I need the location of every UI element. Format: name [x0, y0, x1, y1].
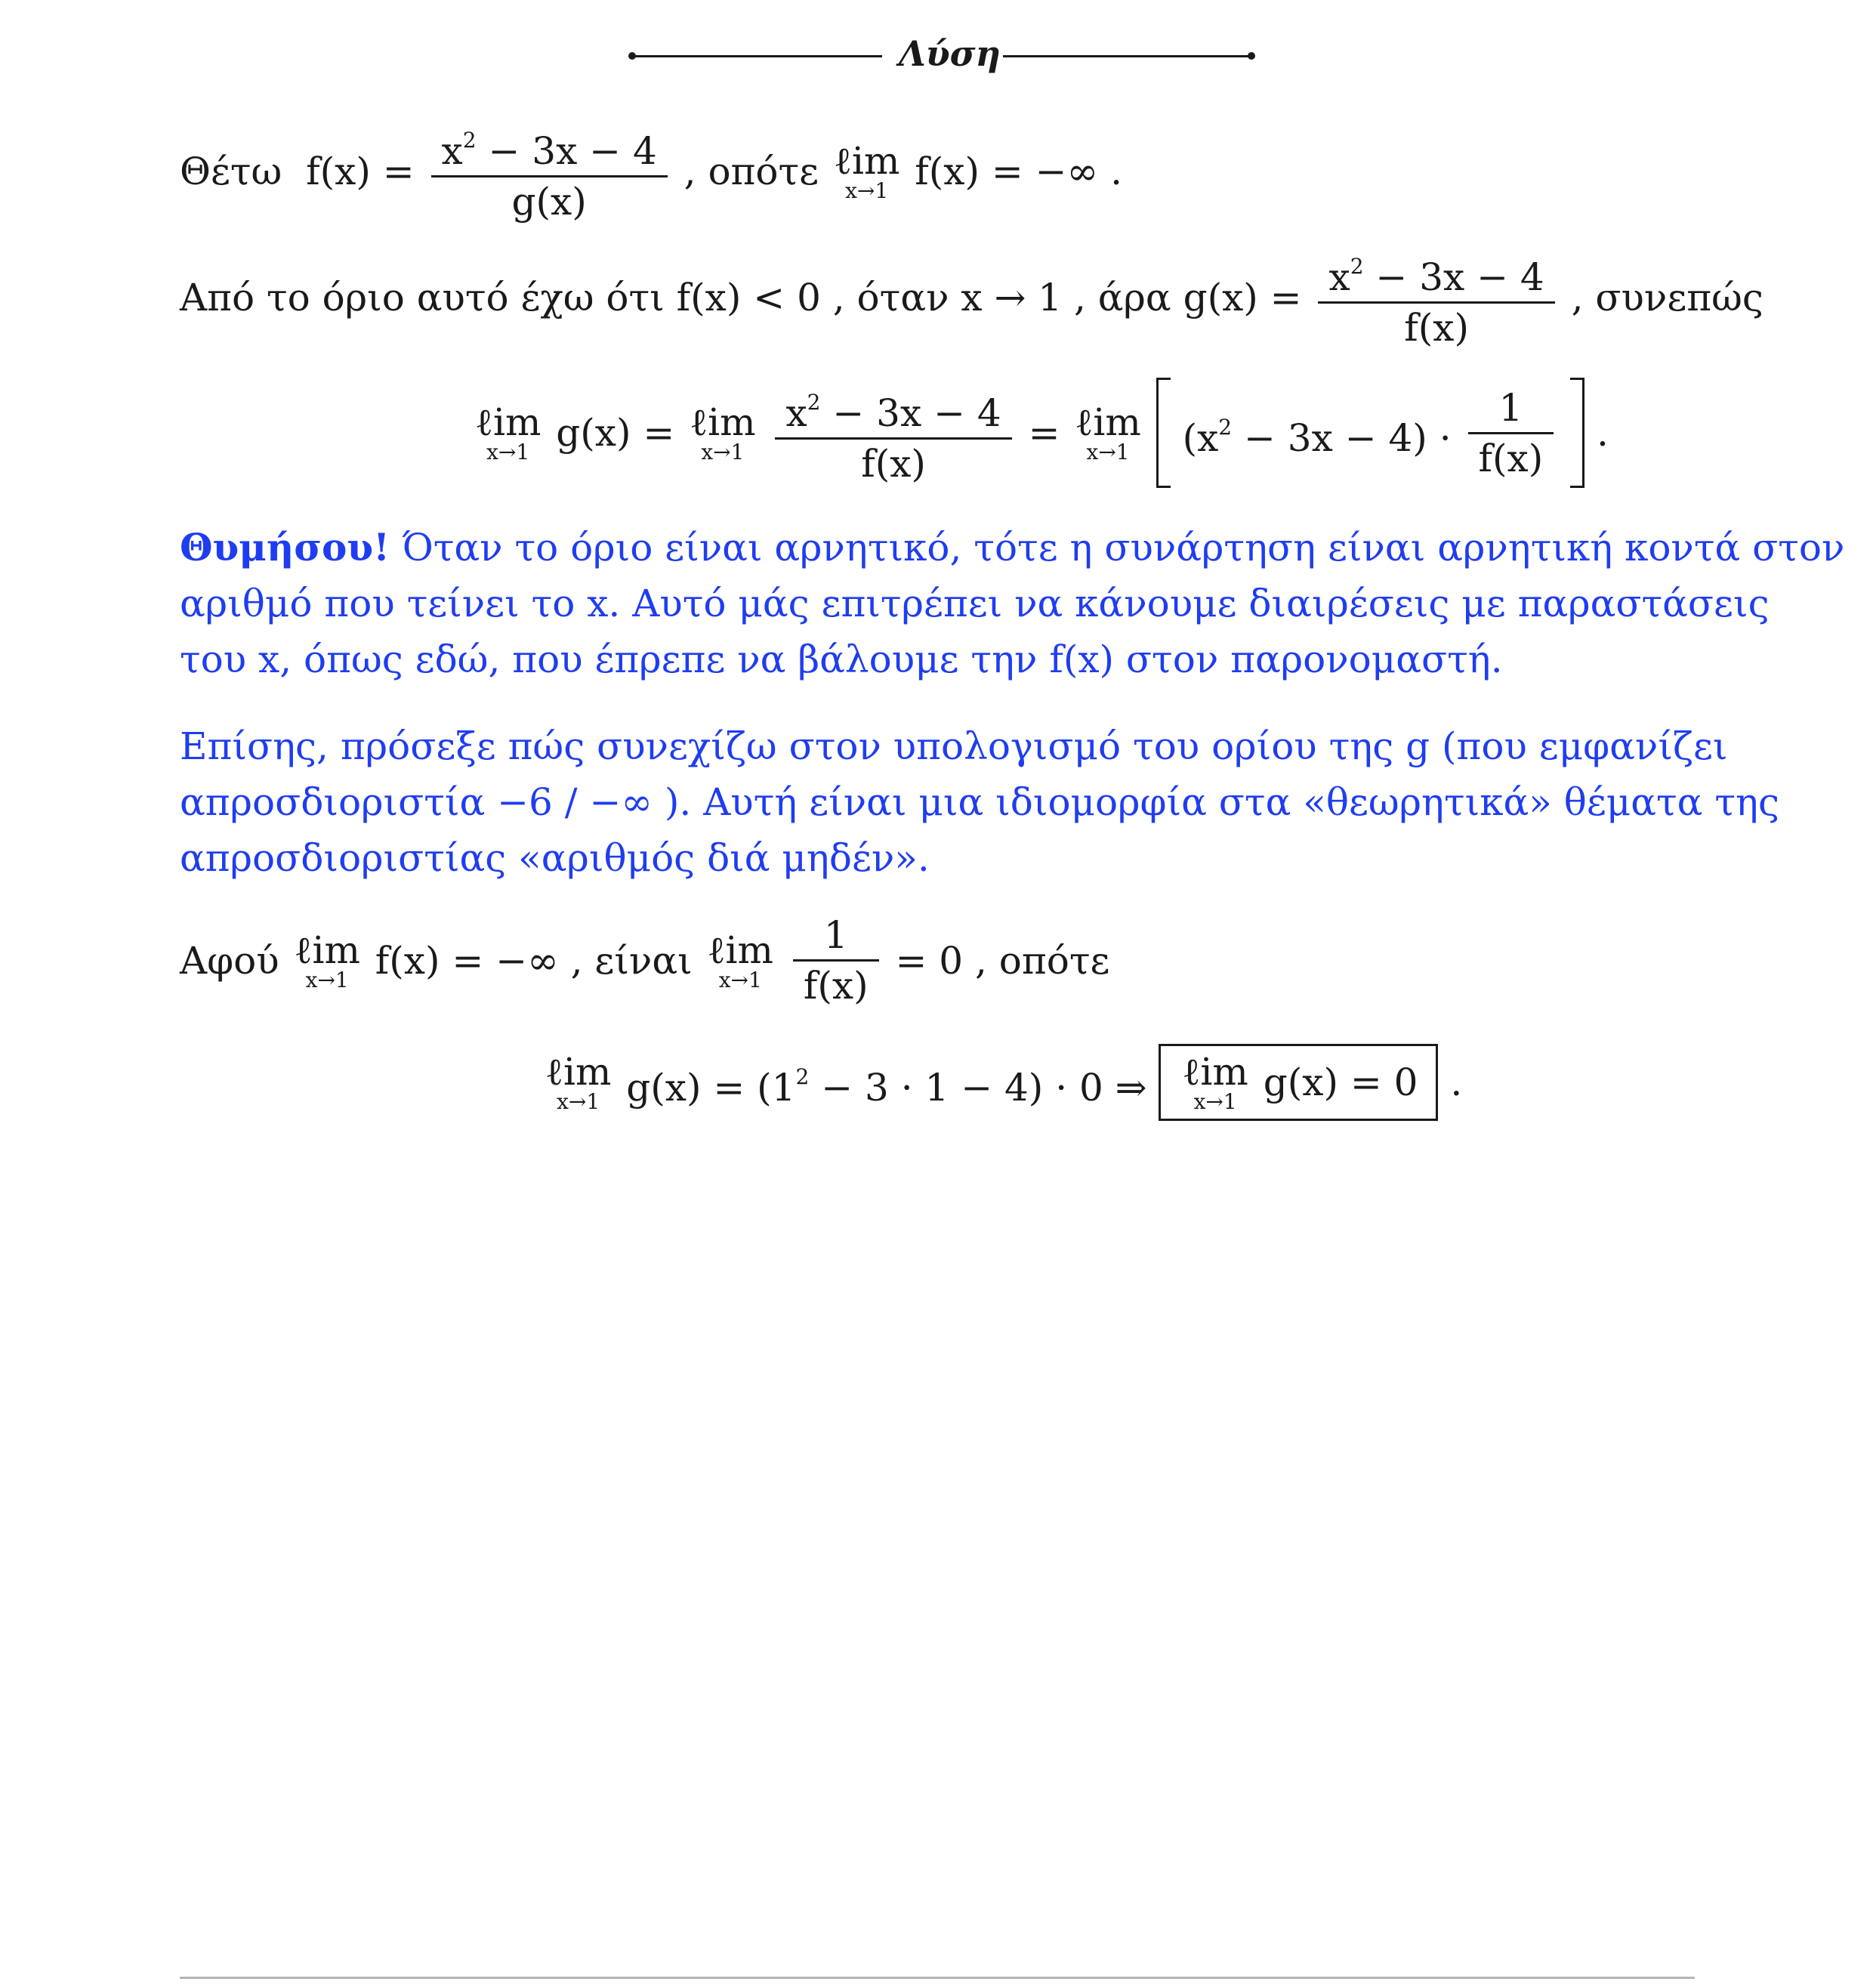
footer-rule	[180, 1977, 1695, 1979]
line1-fraction	[431, 119, 668, 223]
header-title: Λύση	[899, 33, 1001, 74]
line1-limit: ℓim x→1	[834, 138, 900, 203]
line3-tail: = 0 , οπότε	[895, 938, 1110, 983]
note2-line-3: απροσδιοριστίας «αριθμός διά μηδέν».	[180, 836, 930, 880]
line-2	[180, 245, 1763, 349]
line2-denominator: f(x)	[1404, 306, 1469, 350]
line1-tail: f(x) = −∞ .	[915, 149, 1122, 193]
line3-limit-a: ℓim x→1	[294, 928, 360, 992]
header-right-dot	[1248, 52, 1255, 60]
eq2-limit-b: ℓim x→1	[1182, 1050, 1248, 1114]
note2-line-2: απροσδιοριστία −6 / −∞ ). Αυτή είναι μια ιδιομορφία στα «θεωρητικά» θέματα της	[180, 780, 1779, 824]
note2-line-1: Επίσης, πρόσεξε πώς συνεχίζω στον υπολογισμό του ορίου της g (που εμφανίζει	[180, 724, 1728, 768]
line2-tail: , συνεπώς	[1571, 275, 1763, 320]
line1-mid: , οπότε	[683, 149, 819, 193]
note1-line-2: αριθμό που τείνει το x. Αυτό μάς επιτρέπει να κάνουμε διαιρέσεις με παραστάσεις	[180, 582, 1770, 625]
line2-fraction	[1318, 245, 1554, 349]
eq1-reciprocal	[1468, 387, 1554, 480]
line-3	[180, 914, 1109, 1007]
eq2-limit-a: ℓim x→1	[545, 1050, 612, 1114]
eq1-fraction	[775, 381, 1011, 485]
note-1	[180, 520, 1844, 687]
line1-numerator: $x^2 - 3x - 4$	[441, 128, 657, 173]
line3-fraction	[793, 914, 879, 1007]
header-left-rule	[633, 55, 882, 57]
note1-line-3: του x, όπως εδώ, που έπρεπε να βάλουμε την f(x) στον παρονομαστή.	[180, 637, 1503, 681]
eq1-limit-c: ℓim x→1	[1075, 400, 1141, 465]
line3-denominator: f(x)	[803, 964, 869, 1008]
line2-numerator: $x^2 - 3x - 4$	[1328, 254, 1544, 299]
eq1-inner: $(x^2 - 3x - 4)$ ·	[1182, 415, 1452, 460]
note1-line-1: Θυμήσου! Όταν το όριο είναι αρνητικό, τότε η συνάρτηση είναι αρνητική κοντά στον	[180, 525, 1845, 570]
eq1-numerator: $x^2 - 3x - 4$	[785, 389, 1001, 435]
line-1	[180, 119, 1122, 223]
eq2-part1: $g(x) = (1^2 - 3 \cdot 1 - 4) \cdot 0$ ⇒	[626, 1064, 1147, 1110]
eq1-limit-b: ℓim x→1	[690, 400, 756, 465]
line1-fx: f(x) =	[306, 149, 415, 193]
eq1-right-bracket	[1570, 378, 1584, 488]
line3-limit-b: ℓim x→1	[707, 928, 773, 992]
line1-lead: Θέτω	[180, 149, 282, 193]
eq1-end: .	[1597, 411, 1609, 455]
eq1-one: 1	[1498, 385, 1523, 430]
equation-2	[542, 1044, 1462, 1121]
eq1-part1: g(x) =	[556, 411, 675, 455]
line1-denominator: g(x)	[511, 180, 587, 224]
eq1-limit-a: ℓim x→1	[475, 400, 542, 465]
note1-bold: Θυμήσου!	[180, 525, 390, 570]
eq1-denominator: f(x)	[861, 441, 926, 486]
eq2-end: .	[1450, 1060, 1463, 1104]
eq1-equals: =	[1028, 411, 1060, 455]
header-right-rule	[1003, 55, 1252, 57]
note-2	[180, 718, 1779, 886]
eq1-reciprocal-den: f(x)	[1478, 436, 1544, 480]
line3-one: 1	[823, 913, 848, 957]
eq2-box-text: g(x) = 0	[1263, 1060, 1418, 1104]
eq1-left-bracket	[1156, 378, 1171, 488]
eq2-result-box	[1159, 1044, 1438, 1121]
equation-1	[472, 378, 1609, 488]
line3-part1: f(x) = −∞ , είναι	[375, 938, 693, 983]
line3-lead: Αφού	[180, 938, 279, 983]
line2-text: Από το όριο αυτό έχω ότι f(x) < 0 , όταν x → 1 , άρα g(x) =	[180, 275, 1302, 320]
